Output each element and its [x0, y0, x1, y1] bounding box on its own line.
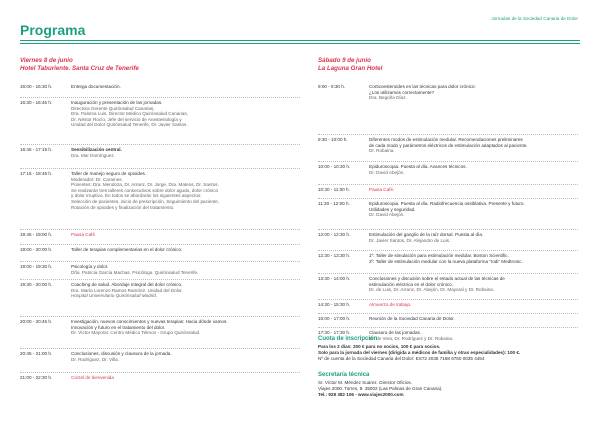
friday-day-title: Viernes 8 de junio	[20, 57, 73, 64]
cuota-line: Para los 2 días: 200 € para no socios, 100 € para socios.	[318, 344, 441, 349]
session-line: Dra. Paloma Luis, Director Médico Quirónsalud Canarias,	[71, 111, 188, 117]
session-line: Dr. Robaina.	[369, 148, 395, 154]
session-time: 14:30 - 15:30 h.	[318, 302, 351, 307]
secretaria-line: Viajes 2000. Torres, 9. 35002 (Las Palmas de Gran Canaria).	[318, 385, 443, 391]
session-line: 1º: Taller de simulación para estimulación medular. Boston Scientific.	[369, 253, 509, 258]
session-time: 12:30 - 13:30 h.	[318, 253, 351, 258]
page-title: Programa	[20, 22, 86, 38]
session-time: 16:45 - 17:15 h.	[20, 147, 53, 152]
session-line: Selección de pacientes, inicio de prescripción, Seguimiento del paciente,	[71, 198, 220, 204]
session-description	[71, 319, 228, 336]
cuota-info	[318, 344, 520, 361]
session-line: estimulación eléctrica en el dolor crónico.	[369, 281, 454, 287]
session-line: Epiduroscopia. Puesta al día. Radiofrecuencia ossiblativa. Presente y futuro.	[369, 201, 525, 206]
session-line: de cada modo y parámetros eléctricos de estimulación adaptados al paciente.	[369, 142, 528, 148]
row-separator	[318, 273, 578, 274]
row-separator	[318, 161, 578, 162]
session-description	[71, 147, 122, 158]
row-separator	[20, 348, 300, 349]
session-line: 2º: Taller de estimulación medular con la nueva plataforma "Iodi" Medtronic.	[369, 258, 523, 264]
session-line: Pausa Café.	[369, 187, 395, 192]
session-time: 9:00 - 9:30 h.	[318, 84, 346, 89]
session-description	[71, 375, 114, 381]
session-description	[369, 187, 394, 193]
session-line: Se realizarán tres talleres consecutivos sobre dolor agudo, dolor crónico	[71, 187, 219, 193]
session-line: Dr. Néstor Rocío, Jefe del servicio de Anestesiología y	[71, 116, 182, 122]
session-description	[369, 316, 455, 322]
session-line: Conclusiones, discusión y clausura de la jornada.	[71, 351, 172, 356]
session-line: Estimulación del ganglio de la raíz dorsal. Puesta al día.	[369, 232, 484, 237]
secretaria-line: Sr. Víctor M. Méndez Suárez. Director Oficios.	[318, 380, 412, 385]
session-time: 20:45 - 21:00 h.	[20, 351, 53, 356]
session-time: 17:30 - 17:30 h.	[318, 330, 351, 335]
session-description	[369, 330, 453, 341]
session-line: Pausa Café	[71, 232, 96, 237]
session-line: Dr. Rodríguez, Dr. Villa.	[71, 356, 119, 362]
session-description	[369, 84, 476, 101]
saturday-venue: La Laguna Gran Hotel	[318, 64, 383, 72]
session-line: Innovación y futuro en el tratamiento del dolor.	[71, 324, 166, 330]
session-line: Dr. Javier Santos, Dr. Alejandro de Luis.	[369, 237, 451, 243]
session-line: Corticoesteroides en las técnicas para dolor crónico:	[369, 84, 476, 89]
session-time: 16:00 - 16:30 h.	[20, 84, 53, 89]
session-time: 12:00 - 12:30 h.	[318, 232, 351, 237]
row-separator	[20, 279, 300, 280]
session-line: Entrega documentación.	[71, 84, 121, 89]
session-line: y dolor irruptivo. En todos se abordarán los siguientes aspectos:	[71, 193, 202, 199]
friday-venue: Hotel Taburiente. Santa Cruz de Tenerife	[20, 64, 139, 72]
session-line: Dr. de Luis, Dr. Arranz, Dr. Abejón, Dr. Mayoral y Dr. Robaina.	[369, 287, 495, 293]
row-separator	[318, 198, 578, 199]
session-description	[369, 201, 525, 218]
row-separator	[20, 316, 300, 317]
session-line: Clausura de las jornadas.	[369, 330, 422, 335]
session-line: Cóctel de bienvenida	[71, 375, 114, 380]
session-description	[369, 253, 523, 264]
row-separator	[318, 299, 578, 300]
session-time: 11:30 - 12:00 h.	[318, 201, 350, 206]
session-line: Conclusiones y discusión sobre el estado actual de las técnicas de	[369, 276, 505, 281]
session-line: Dr. David Abejón.	[369, 212, 405, 218]
session-description	[369, 164, 467, 175]
session-line: Investigación, nuevos conocimientos y nuevas terapias: Hacia dónde vamos.	[71, 319, 228, 324]
session-line: Moderador: Dr. Carames.	[71, 176, 123, 182]
session-time: 19:30 - 20:00 h.	[20, 282, 53, 287]
session-time: 10:30 - 11:00 h.	[318, 187, 350, 192]
row-separator	[318, 250, 578, 251]
session-line: Reunión de la Sociedad Canaria de Dolor.	[369, 316, 455, 321]
session-line: Psicología y dolor.	[71, 264, 109, 269]
session-time: 19:00 - 19:30 h.	[20, 264, 53, 269]
session-description	[71, 232, 95, 238]
session-description	[369, 137, 528, 154]
session-time: 17:15 - 18:45 h.	[20, 171, 53, 176]
session-description	[71, 84, 121, 90]
session-time: 10:00 - 10:30 h.	[318, 164, 351, 169]
session-time: 13:30 - 14:00 h.	[318, 276, 351, 281]
row-separator	[318, 327, 578, 328]
session-time: 20:00 - 20:45 h.	[20, 319, 53, 324]
session-line: Dr. David Abejón.	[369, 169, 405, 175]
session-line: Diferentes modos de estimulación medular. Recomendaciones preliminares	[369, 137, 523, 142]
session-line: Dr. de Vera, Dr. Rodríguez y Dr. Robaina.	[369, 335, 454, 341]
session-line: ¿Los utilizamos correctamente?	[369, 89, 435, 95]
cuota-title: Cuota de inscripción	[318, 336, 378, 342]
session-line: Taller de terapias complementarias en el dolor crónico.	[71, 247, 183, 252]
row-separator	[20, 168, 300, 169]
session-line: Utilidades y seguridad.	[369, 206, 416, 212]
row-separator	[318, 229, 578, 230]
session-line: Dra. Mar Domínguez.	[71, 152, 115, 158]
title-rule-secondary	[20, 43, 580, 44]
session-time: 9:30 - 10:00 h.	[318, 137, 348, 142]
header-note: Jornadas de la Sociedad Canaria de Dolor	[491, 16, 578, 21]
session-line: Unidad del Dolor Quirónsalud Tenerife, Dr. Javier Santos.	[71, 122, 188, 128]
row-separator	[318, 184, 578, 185]
session-line: Taller de manejo seguro de opioides.	[71, 171, 147, 176]
session-description	[71, 171, 219, 210]
secretaria-line: Tel.: 928 382 106 - www.viajes2000.com	[318, 391, 404, 397]
row-separator	[20, 261, 300, 262]
session-description	[369, 302, 411, 308]
session-description	[71, 282, 183, 299]
session-line: Directora Gerente Quirónsalud Canarias,	[71, 105, 155, 111]
row-separator	[20, 144, 300, 145]
cuota-line: Nº de cuenta de la Sociedad Canaria del Dolor: ES72 2038 7188 6760 0035 4454	[318, 355, 485, 361]
session-line: Coaching de salud. Abordaje integral del dolor crónico.	[71, 282, 183, 287]
session-description	[369, 232, 483, 243]
secretaria-info	[318, 380, 442, 397]
session-line: Almuerzo de trabajo.	[369, 302, 412, 307]
row-separator	[318, 134, 578, 135]
session-time: 18:45 - 19:00 h.	[20, 232, 53, 237]
session-line: Dr. Víctor Mayoral. Centro Médico Teknon - Grupo Quirónsalud.	[71, 330, 201, 336]
session-line: Dra. María Lorenzo Ramos Ramírez. Unidad del Dolor.	[71, 287, 183, 293]
session-description	[71, 247, 182, 253]
session-time: 16:00 - 17:00 h.	[318, 316, 351, 321]
session-description	[71, 351, 172, 362]
session-line: Hospital Universitario Quirónsalud Madrid.	[71, 293, 158, 299]
row-separator	[20, 244, 300, 245]
session-line: Sensibilización central.	[71, 147, 122, 152]
row-separator	[318, 313, 578, 314]
session-line: Ponentes: Dra. Mendoza, Dr. Arranz, Dr. Jorge, Dra. Mateos, Dr. Santos.	[71, 182, 219, 188]
session-line: Epiduroscopia. Puesta al día. Avances técnicos.	[369, 164, 467, 169]
session-description	[71, 264, 198, 275]
row-separator	[20, 97, 300, 98]
session-description	[369, 276, 505, 293]
secretaria-title: Secretaría técnica	[318, 372, 370, 378]
row-separator	[20, 372, 300, 373]
session-line: Inauguración y presentación de las jornadas.	[71, 100, 163, 105]
row-separator	[20, 229, 300, 230]
session-time: 16:30 - 16:45 h.	[20, 100, 53, 105]
title-rule	[20, 40, 580, 41]
saturday-day-title: Sábado 9 de junio	[318, 57, 371, 64]
cuota-line: Solo para la jornada del viernes (dirigida a médicos de familia y otras especialidades): 100 €.	[318, 349, 521, 355]
session-description	[71, 100, 188, 128]
session-line: Dña. Patricia García Machas. Psicóloga. Quirónsalud Tenerife.	[71, 269, 199, 275]
session-time: 21:00 - 22:30 h.	[20, 375, 53, 380]
session-line: Dra. Begoña Díaz.	[369, 95, 407, 101]
friday-column	[20, 57, 300, 380]
session-line: Rotación de opioides y finalización del tratamiento.	[71, 204, 175, 210]
session-time: 19:00 - 20:00 h.	[20, 247, 53, 252]
